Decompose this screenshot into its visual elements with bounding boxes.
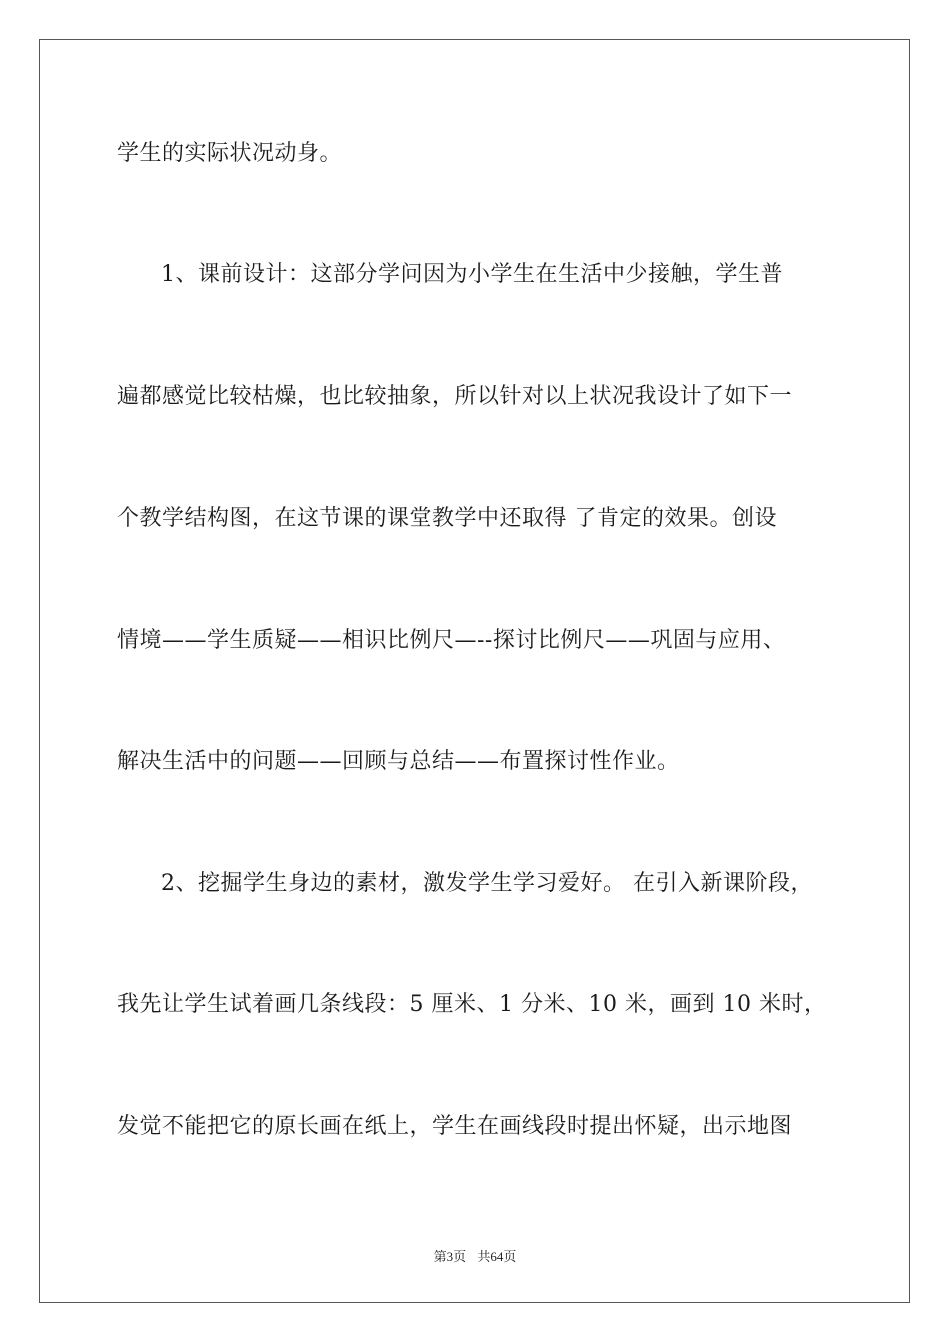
text-line: 解决生活中的问题——回顾与总结——布置探讨性作业。 [117,749,680,774]
page-footer [0,1246,950,1265]
text-line: 学生的实际状况动身。 [117,141,343,166]
text-line: 我先让学生试着画几条线段：5 厘米、1 分米、10 米，画到 10 米时， [117,992,827,1017]
text-line: 遍都感觉比较枯燥，也比较抽象，所以针对以上状况我设计了如下一 [117,384,793,409]
paragraph-2-start: 2、挖掘学生身边的素材，激发学生学习爱好。 在引入新课阶段， [161,871,813,896]
page-total: 共64页 [477,1249,517,1264]
text-line: 情境——学生质疑——相识比例尺—--探讨比例尺——巩固与应用、 [117,628,786,653]
text-line: 个教学结构图，在这节课的课堂教学中还取得 了肯定的效果。创设 [117,506,777,531]
page-number: 第3页 [433,1249,467,1264]
text-line: 发觉不能把它的原长画在纸上，学生在画线段时提出怀疑，出示地图 [117,1114,793,1139]
paragraph-1-start: 1、课前设计：这部分学问因为小学生在生活中少接触，学生普 [161,262,783,287]
